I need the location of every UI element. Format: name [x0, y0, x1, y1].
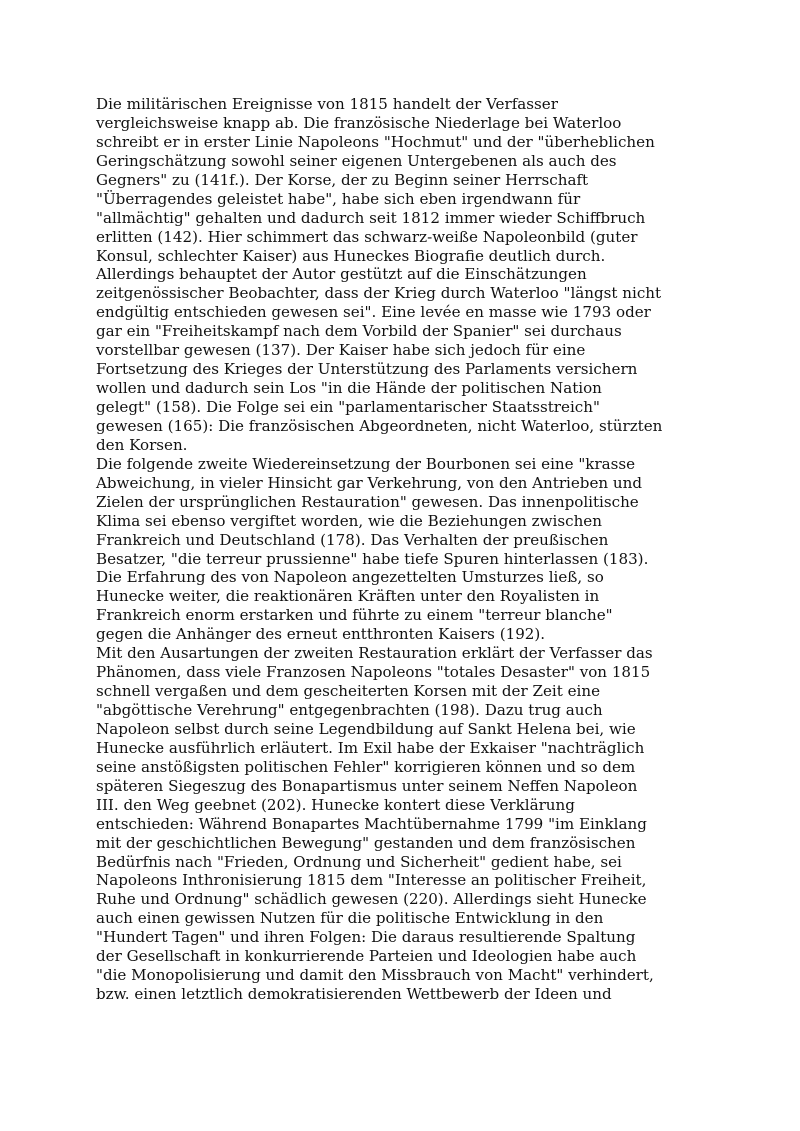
text-line: Fortsetzung des Krieges der Unterstützung des Parlaments versichern	[96, 360, 638, 379]
text-line: Die folgende zweite Wiedereinsetzung der Bourbonen sei eine "krasse	[96, 454, 636, 473]
text-line: Hunecke ausführlich erläutert. Im Exil habe der Exkaiser "nachträglich	[96, 738, 645, 757]
text-line: Hunecke weiter, die reaktionären Kräften unter den Royalisten in	[96, 587, 600, 606]
text-line: Frankreich und Deutschland (178). Das Verhalten der preußischen	[96, 530, 609, 549]
text-line: "die Monopolisierung und damit den Missbrauch von Macht" verhindert,	[96, 966, 654, 985]
text-line: endgültig entschieden gewesen sei". Eine levée en masse wie 1793 oder	[96, 303, 651, 322]
text-line: gewesen (165): Die französischen Abgeordneten, nicht Waterloo, stürzten	[96, 416, 663, 435]
text-line: auch einen gewissen Nutzen für die politische Entwicklung in den	[96, 909, 604, 928]
text-line: gar ein "Freiheitskampf nach dem Vorbild der Spanier" sei durchaus	[96, 322, 622, 341]
text-line: zeitgenössischer Beobachter, dass der Krieg durch Waterloo "längst nicht	[96, 284, 662, 303]
text-line: gelegt" (158). Die Folge sei ein "parlamentarischer Staatsstreich"	[96, 398, 600, 416]
text-line: seine anstößigsten politischen Fehler" korrigieren können und so dem	[96, 757, 636, 776]
text-line: Klima sei ebenso vergiftet worden, wie die Beziehungen zwischen	[96, 511, 602, 530]
text-line: vergleichsweise knapp ab. Die französische Niederlage bei Waterloo	[96, 113, 622, 132]
text-line: wollen und dadurch sein Los "in die Hände der politischen Nation	[96, 379, 602, 398]
body-text	[96, 95, 706, 1004]
text-line: der Gesellschaft in konkurrierende Parteien und Ideologien habe auch	[96, 947, 637, 966]
text-line: Napoleons Inthronisierung 1815 dem "Interesse an politischer Freiheit,	[96, 871, 647, 890]
text-line: Napoleon selbst durch seine Legendbildung auf Sankt Helena bei, wie	[96, 719, 636, 738]
text-line: III. den Weg geebnet (202). Hunecke kontert diese Verklärung	[96, 795, 575, 814]
text-line: den Korsen.	[96, 435, 188, 454]
text-line: Die militärischen Ereignisse von 1815 handelt der Verfasser	[96, 95, 558, 113]
text-line: vorstellbar gewesen (137). Der Kaiser habe sich jedoch für eine	[96, 341, 586, 360]
text-line: Ruhe und Ordnung" schädlich gewesen (220). Allerdings sieht Hunecke	[96, 890, 647, 909]
text-line: Gegners" zu (141f.). Der Korse, der zu Beginn seiner Herrschaft	[96, 170, 589, 189]
text-line: schnell vergaßen und dem gescheiterten Korsen mit der Zeit eine	[96, 682, 601, 701]
text-line: Bedürfnis nach "Frieden, Ordnung und Sicherheit" gedient habe, sei	[96, 852, 622, 871]
text-line: mit der geschichtlichen Bewegung" gestanden und dem französischen	[96, 833, 636, 852]
text-line: "abgöttische Verehrung" entgegenbrachten (198). Dazu trug auch	[96, 701, 603, 719]
text-line: Mit den Ausartungen der zweiten Restauration erklärt der Verfasser das	[96, 644, 653, 663]
text-line: Besatzer, "die terreur prussienne" habe tiefe Spuren hinterlassen (183).	[96, 549, 649, 568]
text-line: Phänomen, dass viele Franzosen Napoleons "totales Desaster" von 1815	[96, 663, 651, 682]
text-line: entschieden: Während Bonapartes Machtübernahme 1799 "im Einklang	[96, 814, 647, 833]
text-line: Geringschätzung sowohl seiner eigenen Untergebenen als auch des	[96, 151, 617, 170]
text-line: "Hundert Tagen" und ihren Folgen: Die daraus resultierende Spaltung	[96, 928, 636, 947]
text-line: Allerdings behauptet der Autor gestützt auf die Einschätzungen	[96, 265, 587, 284]
text-line: Zielen der ursprünglichen Restauration" gewesen. Das innenpolitische	[96, 492, 639, 511]
text-line: Frankreich enorm erstarken und führte zu einem "terreur blanche"	[96, 606, 613, 625]
text-line: Die Erfahrung des von Napoleon angezettelten Umsturzes ließ, so	[96, 568, 604, 587]
text-line: erlitten (142). Hier schimmert das schwarz-weiße Napoleonbild (guter	[96, 227, 638, 246]
text-line: bzw. einen letztlich demokratisierenden Wettbewerb der Ideen und	[96, 985, 612, 1004]
text-line: späteren Siegeszug des Bonapartismus unter seinem Neffen Napoleon	[96, 776, 638, 795]
text-line: "Überragendes geleistet habe", habe sich eben irgendwann für	[96, 189, 581, 208]
text-line: Abweichung, in vieler Hinsicht gar Verkehrung, von den Antrieben und	[96, 473, 643, 492]
text-line: "allmächtig" gehalten und dadurch seit 1812 immer wieder Schiffbruch	[96, 208, 646, 227]
text-line: Konsul, schlechter Kaiser) aus Huneckes Biografie deutlich durch.	[96, 246, 606, 265]
text-line: schreibt er in erster Linie Napoleons "Hochmut" und der "überheblichen	[96, 132, 655, 151]
text-line: gegen die Anhänger des erneut entthronten Kaisers (192).	[96, 625, 546, 644]
